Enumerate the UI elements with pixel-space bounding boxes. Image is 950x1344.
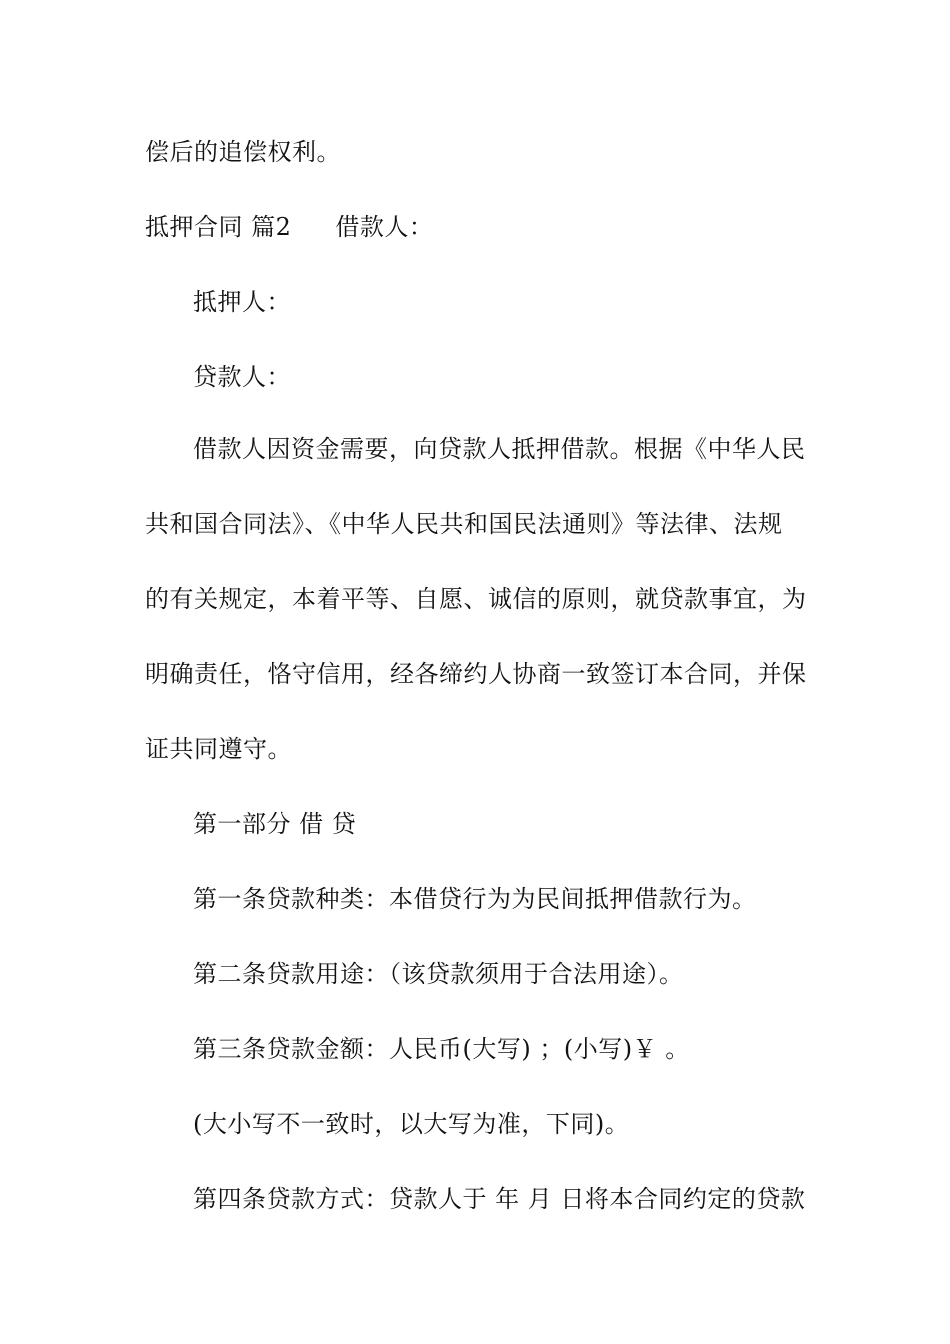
- section-heading: 第一部分 借 贷: [193, 810, 357, 838]
- article-3: 第三条贷款金额：人民币(大写) ；(小写)￥ 。: [193, 1035, 690, 1063]
- paragraph-line-4: 明确责任，恪守信用，经各缔约人协商一致签订本合同，并保: [145, 660, 807, 688]
- text-line-1: 偿后的追偿权利。: [145, 138, 341, 166]
- paragraph-line-5: 证共同遵守。: [145, 735, 292, 763]
- heading-line: [145, 212, 815, 242]
- article-3-note: (大小写不一致时，以大写为准，下同)。: [193, 1110, 630, 1138]
- paragraph-line-3: 的有关规定，本着平等、自愿、诚信的原则，就贷款事宜，为: [145, 585, 807, 613]
- article-4: 第四条贷款方式：贷款人于 年 月 日将本合同约定的贷款: [193, 1185, 806, 1213]
- lender-label: 贷款人：: [193, 363, 291, 391]
- paragraph-line-1: 借款人因资金需要，向贷款人抵押借款。根据《中华人民: [193, 435, 806, 463]
- article-2: 第二条贷款用途：（该贷款须用于合法用途）。: [193, 960, 684, 988]
- mortgagor-label: 抵押人：: [193, 288, 291, 316]
- paragraph-line-2: 共和国合同法》、《中华人民共和国民法通则》等法律、法规: [145, 510, 783, 538]
- contract-title: 抵押合同 篇2: [145, 213, 292, 241]
- borrower-label: 借款人：: [335, 213, 434, 241]
- article-1: 第一条贷款种类：本借贷行为为民间抵押借款行为。: [193, 885, 757, 913]
